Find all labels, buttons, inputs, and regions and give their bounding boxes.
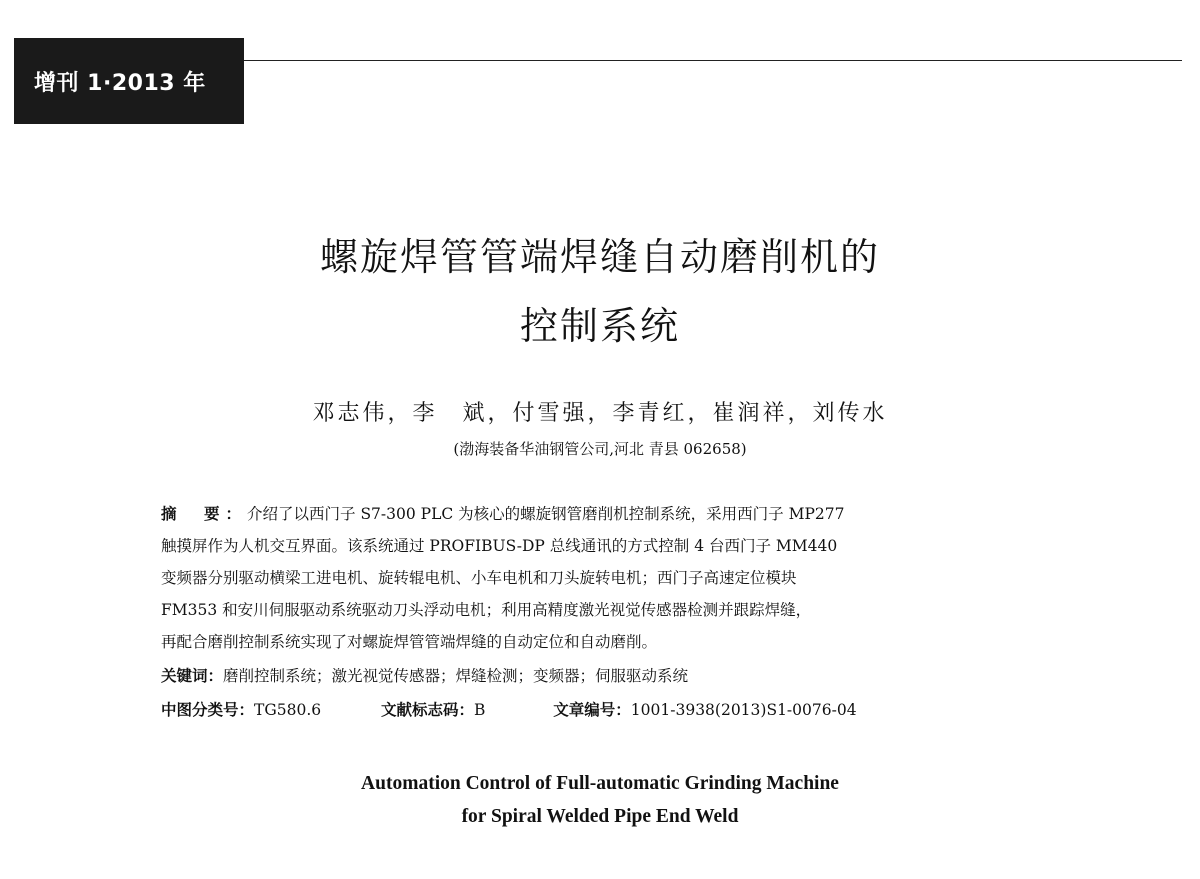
issue-label: 增刊 1·2013 年 bbox=[34, 71, 206, 96]
clc-label: 中图分类号： bbox=[161, 701, 255, 719]
clc-value: TG580.6 bbox=[254, 701, 322, 719]
abstract-label: 摘 要： bbox=[161, 505, 248, 523]
keywords-line bbox=[161, 664, 688, 686]
article-no-value: 1001-3938(2013)S1-0076-04 bbox=[630, 701, 857, 719]
abstract-line-2: 触摸屏作为人机交互界面。该系统通过 PROFIBUS-DP 总线通讯的方式控制 4 台西门子 MM440 bbox=[161, 537, 838, 555]
issue-badge bbox=[14, 38, 244, 124]
paper-title-line-2: 控制系统 bbox=[519, 304, 680, 348]
abstract-line-5: 再配合磨削控制系统实现了对螺旋焊管管端焊缝的自动定位和自动磨削。 bbox=[161, 633, 658, 651]
classification-line bbox=[161, 698, 857, 720]
paper-title-line-1: 螺旋焊管管端焊缝自动磨削机的 bbox=[319, 235, 880, 279]
article-no-label: 文章编号： bbox=[553, 701, 631, 719]
doc-code-value: B bbox=[474, 701, 486, 719]
abstract-line-1 bbox=[161, 502, 845, 524]
keywords-label: 关键词： bbox=[161, 667, 224, 685]
abstract-line-3: 变频器分别驱动横梁工进电机、旋转辊电机、小车电机和刀头旋转电机；西门子高速定位模块 bbox=[161, 569, 797, 587]
english-title-line-1: Automation Control of Full-automatic Grinding Machine bbox=[361, 773, 839, 794]
author-list: 邓志伟，李 斌，付雪强，李青红，崔润祥，刘传水 bbox=[312, 401, 888, 426]
keywords-value: 磨削控制系统；激光视觉传感器；焊缝检测；变频器；伺服驱动系统 bbox=[223, 667, 689, 685]
doc-code-label: 文献标志码： bbox=[380, 701, 474, 719]
abstract-line-4: FM353 和安川伺服驱动系统驱动刀头浮动电机；利用高精度激光视觉传感器检测并跟踪焊缝， bbox=[161, 601, 812, 619]
header-rule bbox=[244, 60, 1182, 61]
affiliation: (渤海装备华油钢管公司,河北 青县 062658) bbox=[453, 440, 747, 458]
abstract-text: 介绍了以西门子 S7-300 PLC 为核心的螺旋钢管磨削机控制系统，采用西门子 MP277 bbox=[247, 505, 845, 523]
english-title-line-2: for Spiral Welded Pipe End Weld bbox=[461, 806, 739, 827]
